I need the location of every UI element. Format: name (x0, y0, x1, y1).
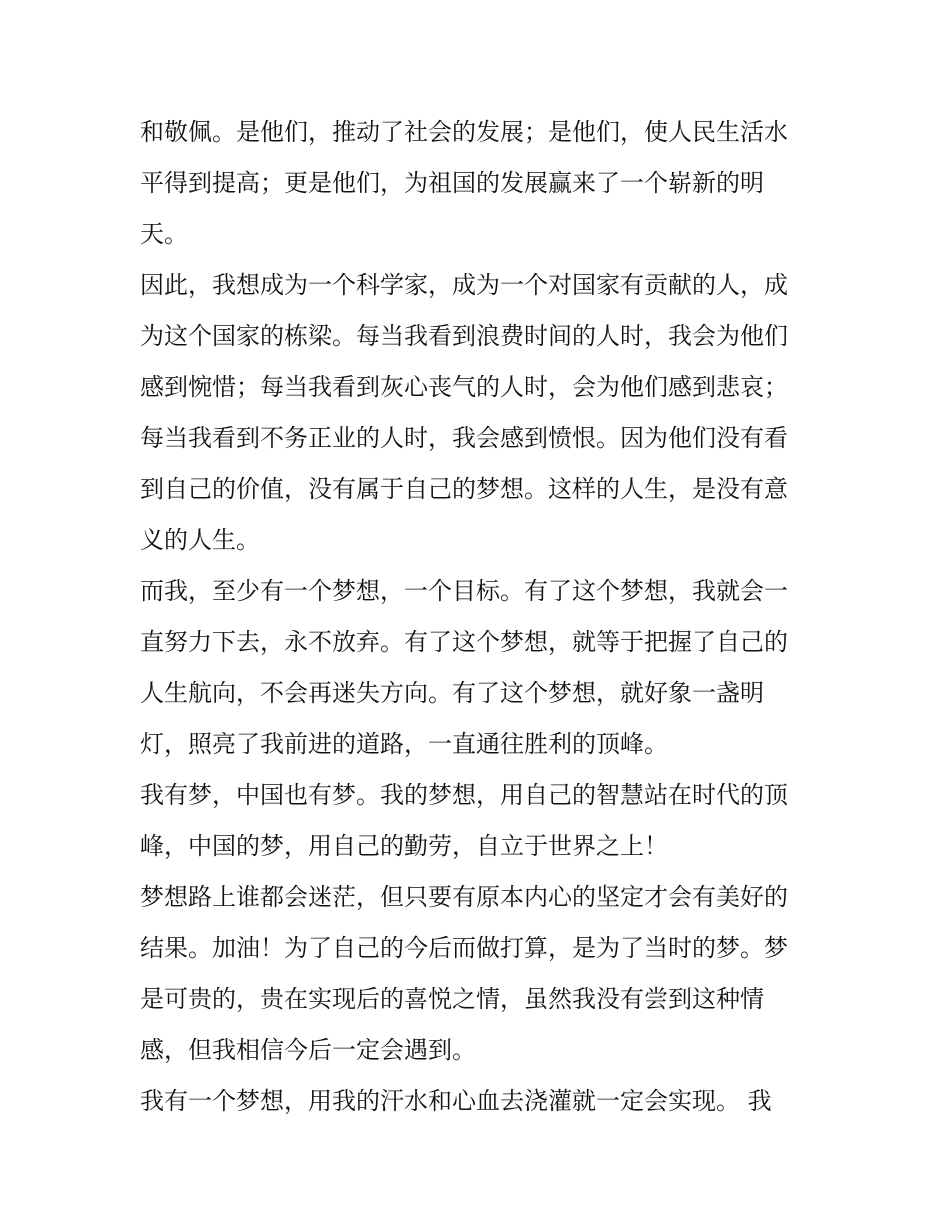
text-line: 直努力下去，永不放弃。有了这个梦想，就等于把握了自己的 (140, 628, 788, 656)
text-line: 感，但我相信今后一定会遇到。 (140, 1036, 476, 1064)
text-line: 人生航向，不会再迷失方向。有了这个梦想，就好象一盏明 (140, 679, 764, 707)
text-line: 而我，至少有一个梦想，一个目标。有了这个梦想，我就会一 (140, 577, 788, 605)
text-line: 峰，中国的梦，用自己的勤劳，自立于世界之上！ (140, 832, 668, 860)
text-line: 结果。加油！为了自己的今后而做打算，是为了当时的梦。梦 (140, 934, 788, 962)
text-line: 平得到提高；更是他们，为祖国的发展赢来了一个崭新的明 (140, 169, 764, 197)
text-line: 因此，我想成为一个科学家，成为一个对国家有贡献的人，成 (140, 271, 788, 299)
text-line: 每当我看到不务正业的人时，我会感到愤恨。因为他们没有看 (140, 424, 788, 452)
text-line: 到自己的价值，没有属于自己的梦想。这样的人生，是没有意 (140, 475, 788, 503)
text-line: 是可贵的，贵在实现后的喜悦之情，虽然我没有尝到这种情 (140, 985, 764, 1013)
text-line: 我有一个梦想，用我的汗水和心血去浇灌就一定会实现。 我 (140, 1087, 772, 1115)
text-line: 我有梦，中国也有梦。我的梦想，用自己的智慧站在时代的顶 (140, 781, 788, 809)
text-line: 梦想路上谁都会迷茫，但只要有原本内心的坚定才会有美好的 (140, 883, 788, 911)
document-body (140, 107, 820, 1127)
text-line: 灯，照亮了我前进的道路，一直通往胜利的顶峰。 (140, 730, 668, 758)
text-line: 天。 (140, 220, 188, 248)
text-line: 义的人生。 (140, 526, 260, 554)
text-line: 和敬佩。是他们，推动了社会的发展；是他们，使人民生活水 (140, 118, 788, 146)
text-line: 为这个国家的栋梁。每当我看到浪费时间的人时，我会为他们 (140, 322, 788, 350)
text-line: 感到惋惜；每当我看到灰心丧气的人时，会为他们感到悲哀； (140, 373, 788, 401)
